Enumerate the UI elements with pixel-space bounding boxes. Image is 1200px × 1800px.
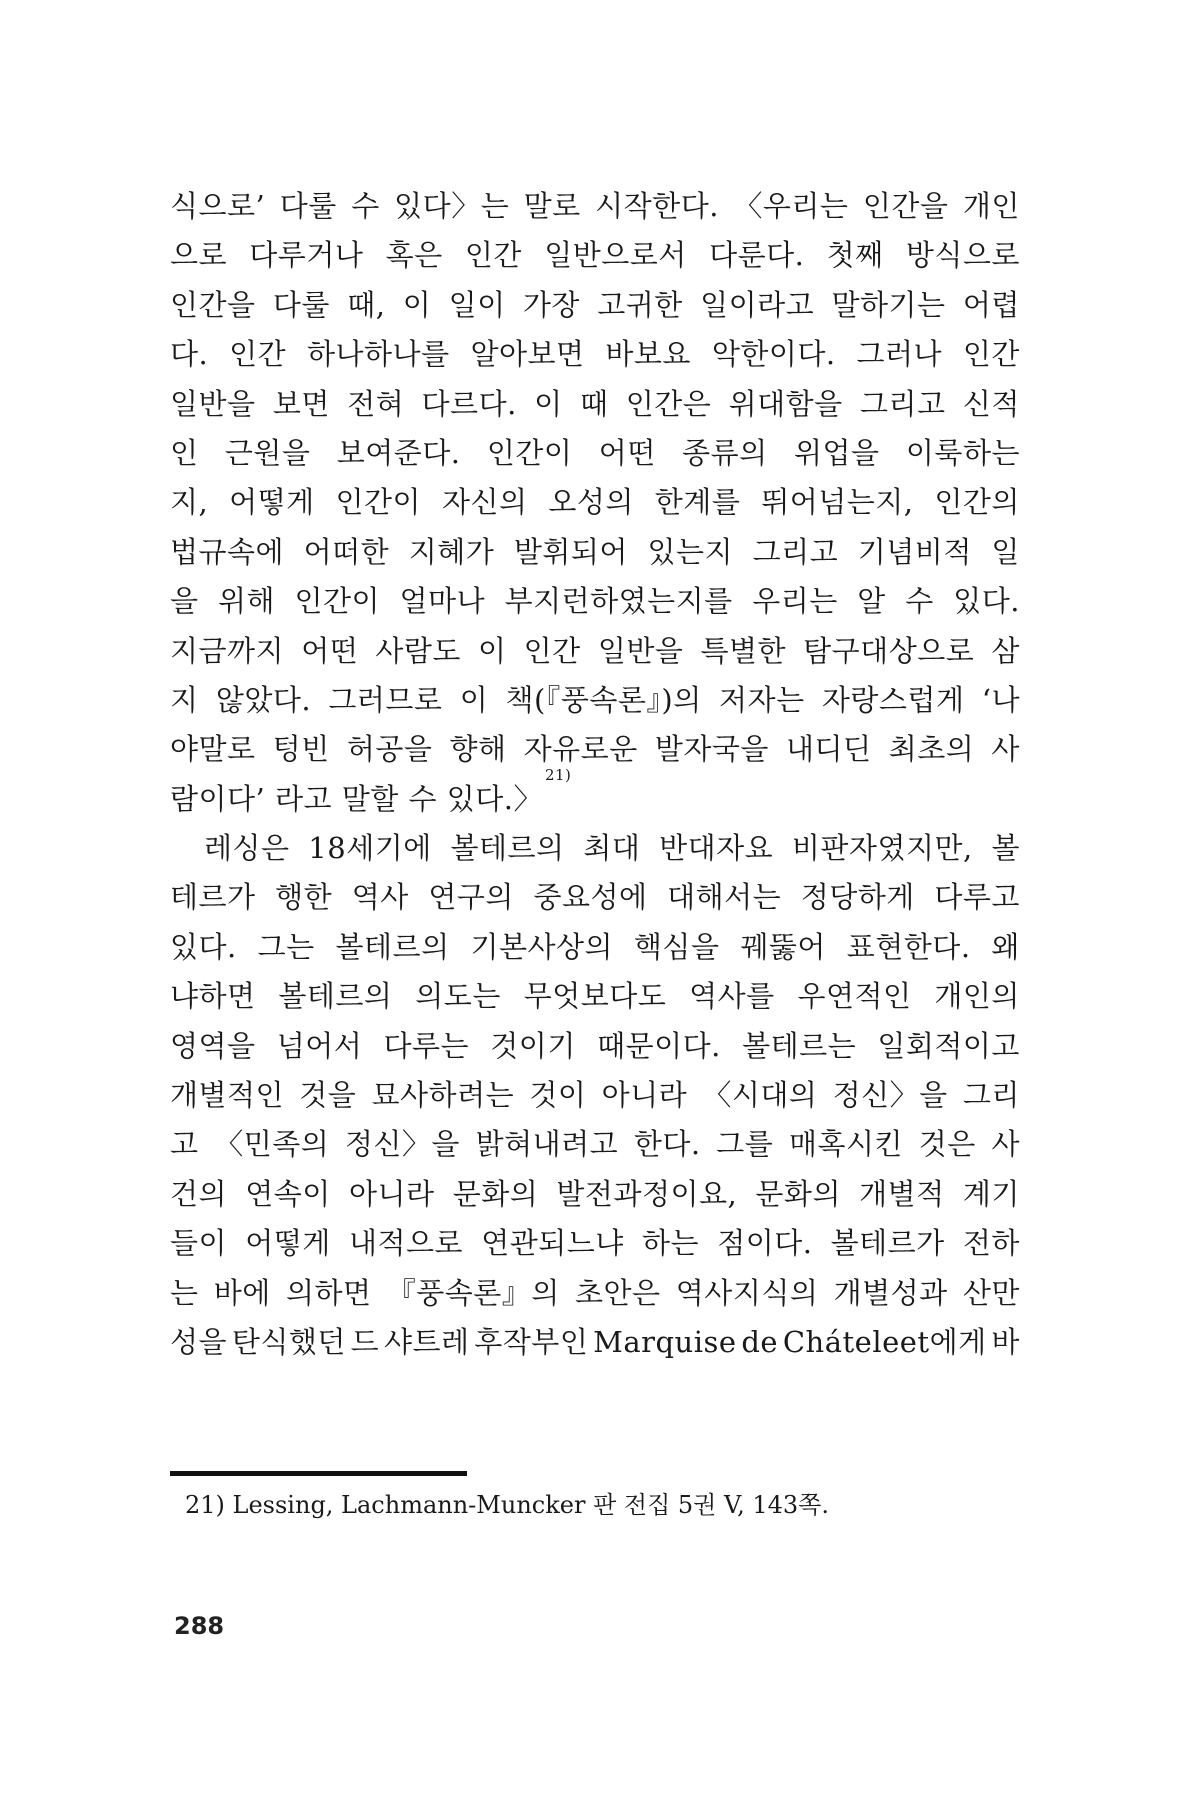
text-line xyxy=(170,725,1020,774)
word: 것은 xyxy=(918,1127,976,1162)
word: 다룬다. xyxy=(709,238,805,273)
word: 인간이 xyxy=(486,435,573,470)
word: 위대함을 xyxy=(728,386,843,421)
word: 역사지식의 xyxy=(675,1275,819,1310)
body-text xyxy=(170,182,1020,1367)
word: 다루고 xyxy=(934,880,1020,915)
word: 인간이 xyxy=(335,485,422,520)
word: 개인의 xyxy=(934,979,1020,1014)
word: 꿰뚫어 xyxy=(740,929,826,964)
word: 말하기는 xyxy=(831,287,946,322)
word: 지, xyxy=(170,485,209,520)
word: 이룩하는 xyxy=(905,435,1020,470)
word: 종류의 xyxy=(682,435,768,470)
word: 역사를 xyxy=(689,979,775,1014)
word: 중요성에 xyxy=(533,880,648,915)
word: 전혀 xyxy=(347,386,405,421)
word: 인간은 xyxy=(625,386,712,421)
word: 않았다. xyxy=(215,682,312,717)
word: 수 xyxy=(905,584,934,619)
word: 탄식했던 xyxy=(231,1324,346,1359)
word: 연속이 xyxy=(245,1176,331,1211)
word: 첫째 xyxy=(826,238,884,273)
word: 『풍속론』의 xyxy=(386,1275,560,1310)
word: 개별성과 xyxy=(833,1275,948,1310)
word: 〈우리는 xyxy=(733,189,849,223)
word: 인간 xyxy=(464,238,522,273)
word: 부지런하였는지를 xyxy=(504,584,733,619)
word: 일회적이고 xyxy=(877,1028,1020,1063)
word: 영역을 xyxy=(170,1028,256,1063)
word: 일 xyxy=(991,534,1020,569)
word: 냐하면 xyxy=(170,979,256,1014)
word: 발전과정이요, xyxy=(556,1176,738,1211)
word: 〈민족의 xyxy=(214,1127,330,1162)
word: 다루는 xyxy=(383,1028,470,1063)
word: 그러므로 xyxy=(328,682,443,717)
word: 가장 xyxy=(522,287,580,322)
word: 자랑스럽게 xyxy=(821,682,965,717)
word: ‘나 xyxy=(981,682,1020,717)
word: 지혜가 xyxy=(408,534,495,569)
text-line xyxy=(170,1071,1020,1120)
word: 점이다. xyxy=(717,1226,813,1261)
word: 인간을 xyxy=(862,189,949,223)
word: 레싱은 xyxy=(204,831,290,866)
word: 고귀한 xyxy=(597,287,683,322)
word: 특별한 xyxy=(700,633,787,668)
word: 일반을 xyxy=(597,633,684,668)
word: 계기 xyxy=(962,1176,1020,1211)
word: 다루거나 xyxy=(249,238,364,273)
text-line xyxy=(170,330,1020,379)
word: 이 xyxy=(402,287,432,322)
word: 아니라 xyxy=(601,1078,688,1113)
word: 저자는 xyxy=(719,682,805,717)
word: 테르가 xyxy=(170,880,256,915)
word: 책(『풍속론』)의 xyxy=(505,682,702,717)
word: 이 xyxy=(478,633,507,668)
word: 연관되느냐 xyxy=(481,1226,624,1261)
word: 묘사하려는 xyxy=(371,1078,515,1113)
word: 반대자요 xyxy=(659,831,774,866)
text-line xyxy=(170,380,1020,429)
word: 뛰어넘는지, xyxy=(761,485,914,520)
text-line xyxy=(170,1269,1020,1318)
word: 하는 xyxy=(641,1226,699,1261)
word: 알 xyxy=(857,584,886,619)
word: 인 xyxy=(170,435,199,470)
word: 의도는 xyxy=(415,979,501,1014)
word: 비판자였지만, xyxy=(791,831,973,866)
word: 한계를 xyxy=(654,485,741,520)
word: 알아보면 xyxy=(470,337,585,372)
word: 고 xyxy=(170,1127,199,1162)
page-number: 288 xyxy=(174,1612,225,1640)
text-line xyxy=(170,1120,1020,1169)
word: 그리고 xyxy=(752,534,839,569)
word: 식으로’ xyxy=(170,189,266,223)
word: 전하 xyxy=(962,1226,1020,1261)
word: 시작한다. xyxy=(595,189,719,223)
word: 왜 xyxy=(991,929,1020,964)
word: 기본사상의 xyxy=(470,929,614,964)
word: 개별적인 xyxy=(170,1078,285,1113)
word: 탐구대상으로 xyxy=(803,633,975,668)
text-line xyxy=(170,1219,1020,1268)
word: 보여준다. xyxy=(336,435,461,470)
word: 우연적인 xyxy=(797,979,912,1014)
text-line xyxy=(170,676,1020,725)
word: 인간을 xyxy=(170,287,256,322)
word: 볼테르의 xyxy=(278,979,393,1014)
word: 위해 xyxy=(218,584,276,619)
footnote-reference: 21) xyxy=(544,765,572,784)
text-line xyxy=(170,478,1020,527)
word: 있다〉는 xyxy=(394,189,510,223)
footnote-divider xyxy=(170,1471,467,1476)
word: 것을 xyxy=(299,1078,357,1113)
word: 텅빈 xyxy=(272,732,330,767)
text-line xyxy=(170,231,1020,280)
word: 바 xyxy=(991,1324,1020,1359)
word: 정신〉을 xyxy=(344,1127,460,1162)
word: 후작부인 xyxy=(474,1324,589,1359)
word: 넘어서 xyxy=(276,1028,363,1063)
word: 일이 xyxy=(448,287,506,322)
word: 볼 xyxy=(991,831,1020,866)
word: 최초의 xyxy=(888,732,975,767)
word: 볼테르의 xyxy=(450,831,565,866)
word: 근원을 xyxy=(224,435,311,470)
word: 다룰 xyxy=(279,189,337,223)
word: 표현한다. xyxy=(846,929,971,964)
word: 그리 xyxy=(962,1078,1020,1113)
word: 그를 xyxy=(716,1127,774,1162)
word: 초안은 xyxy=(575,1275,661,1310)
word: 것이 xyxy=(529,1078,587,1113)
word: 일반으로서 xyxy=(544,238,687,273)
word: 무엇보다도 xyxy=(523,979,667,1014)
word: 사람도 xyxy=(375,633,461,668)
word: 내적으로 xyxy=(348,1226,464,1261)
word: 이 xyxy=(459,682,489,717)
word: 신적 xyxy=(962,386,1020,421)
word: 바에 xyxy=(213,1275,271,1310)
text-line xyxy=(170,972,1020,1021)
footnote: 21) Lessing, Lachmann-Muncker 판 전집 5권 V, 143쪽. xyxy=(185,1491,829,1519)
word: 법규속에 xyxy=(170,534,285,569)
word: 때, xyxy=(347,287,386,322)
word: 그리고 xyxy=(860,386,946,421)
word: 들이 xyxy=(170,1226,228,1261)
word: 건의 xyxy=(170,1176,228,1211)
word: 다룰 xyxy=(272,287,330,322)
word: 핵심을 xyxy=(633,929,720,964)
word: 지금까지 xyxy=(170,633,285,668)
word: 있는지 xyxy=(647,534,734,569)
word: 바보요 xyxy=(605,337,691,372)
word: 대해서는 xyxy=(667,880,782,915)
text-line xyxy=(170,429,1020,478)
word: 연구의 xyxy=(428,880,514,915)
word: 한다. xyxy=(633,1127,701,1162)
word: 볼테르가 xyxy=(830,1226,945,1261)
word: 개별적 xyxy=(859,1176,945,1211)
word: 볼테르는 xyxy=(742,1028,857,1063)
word: 의하면 xyxy=(285,1275,372,1310)
word: 향해 xyxy=(449,732,507,767)
text-line xyxy=(170,627,1020,676)
quote-end-text: 람이다’ 라고 말할 수 있다.〉 xyxy=(170,781,543,816)
word: 어떤 xyxy=(598,435,656,470)
word: 볼테르의 xyxy=(335,929,450,964)
word: 오성의 xyxy=(548,485,634,520)
word: 이 xyxy=(534,386,563,421)
word: 인간이 xyxy=(294,584,381,619)
word: 때문이다. xyxy=(597,1028,721,1063)
word: 최대 xyxy=(583,831,641,866)
word: 인간 xyxy=(962,337,1020,372)
word: 그러나 xyxy=(856,337,943,372)
word: 위업을 xyxy=(794,435,880,470)
word: 허공을 xyxy=(346,732,433,767)
word: 혹은 xyxy=(385,238,443,273)
text-line xyxy=(170,528,1020,577)
word: 지 xyxy=(170,682,199,717)
word: 〈시대의 xyxy=(702,1078,818,1113)
word: 밝혀내려고 xyxy=(475,1127,619,1162)
word: 야말로 xyxy=(170,732,256,767)
word: 것이기 xyxy=(490,1028,576,1063)
text-line xyxy=(170,765,1020,824)
word: 다. xyxy=(170,337,209,372)
word: 삼 xyxy=(991,633,1020,668)
word: 문화의 xyxy=(755,1176,841,1211)
word: 있다. xyxy=(170,929,237,964)
word: 다르다. xyxy=(421,386,517,421)
word: 어떠한 xyxy=(303,534,390,569)
word: 우리는 xyxy=(752,584,838,619)
word: 그는 xyxy=(257,929,315,964)
word: 발자국을 xyxy=(654,732,769,767)
word: 악한이다. xyxy=(711,337,836,372)
word: 어떻게 xyxy=(229,485,315,520)
word: 정당하게 xyxy=(800,880,915,915)
word: 샤트레 xyxy=(383,1324,470,1359)
word: 발휘되어 xyxy=(513,534,628,569)
word: 말로 xyxy=(523,189,581,223)
word: 문화의 xyxy=(452,1176,539,1211)
word: 아니라 xyxy=(348,1176,435,1211)
word: 있다. xyxy=(953,584,1020,619)
word: 는 xyxy=(170,1275,199,1310)
word: 사 xyxy=(991,732,1020,767)
word: 어떤 xyxy=(301,633,359,668)
text-line xyxy=(170,873,1020,922)
word: Marquise xyxy=(593,1324,737,1359)
word: 개인 xyxy=(962,189,1020,223)
text-line xyxy=(170,182,1020,231)
word: 드 xyxy=(350,1324,380,1359)
word: 자신의 xyxy=(441,485,528,520)
word: 하나하나를 xyxy=(307,337,450,372)
word: 인간 xyxy=(523,633,581,668)
text-line xyxy=(170,923,1020,972)
word: 매혹시킨 xyxy=(789,1127,904,1162)
word: 18세기에 xyxy=(308,831,432,866)
word: 일반을 xyxy=(170,386,256,421)
word: 자유로운 xyxy=(523,732,638,767)
word: 때 xyxy=(579,386,609,421)
word: 행한 xyxy=(275,880,333,915)
word: 인간 xyxy=(229,337,287,372)
word: 으로 xyxy=(170,238,228,273)
word: Cháteleet에게 xyxy=(782,1324,987,1359)
word: 어떻게 xyxy=(245,1226,331,1261)
word: 내디딘 xyxy=(786,732,872,767)
word: de xyxy=(741,1324,779,1359)
word: 을 xyxy=(170,584,199,619)
word: 인간의 xyxy=(934,485,1020,520)
text-line xyxy=(170,1170,1020,1219)
text-line xyxy=(170,1022,1020,1071)
word: 사 xyxy=(991,1127,1020,1162)
word: 방식으로 xyxy=(905,238,1020,273)
text-line xyxy=(170,281,1020,330)
paragraph-start-line xyxy=(170,824,1020,873)
word: 산만 xyxy=(962,1275,1020,1310)
word: 성을 xyxy=(170,1324,228,1359)
word: 역사 xyxy=(351,880,409,915)
word: 기념비적 xyxy=(857,534,972,569)
word: 얼마나 xyxy=(399,584,486,619)
text-line xyxy=(170,577,1020,626)
word: 어렵 xyxy=(962,287,1020,322)
word: 일이라고 xyxy=(700,287,815,322)
text-line xyxy=(170,1318,1020,1367)
word: 정신〉을 xyxy=(832,1078,948,1113)
word: 보면 xyxy=(272,386,330,421)
word: 수 xyxy=(351,189,380,223)
